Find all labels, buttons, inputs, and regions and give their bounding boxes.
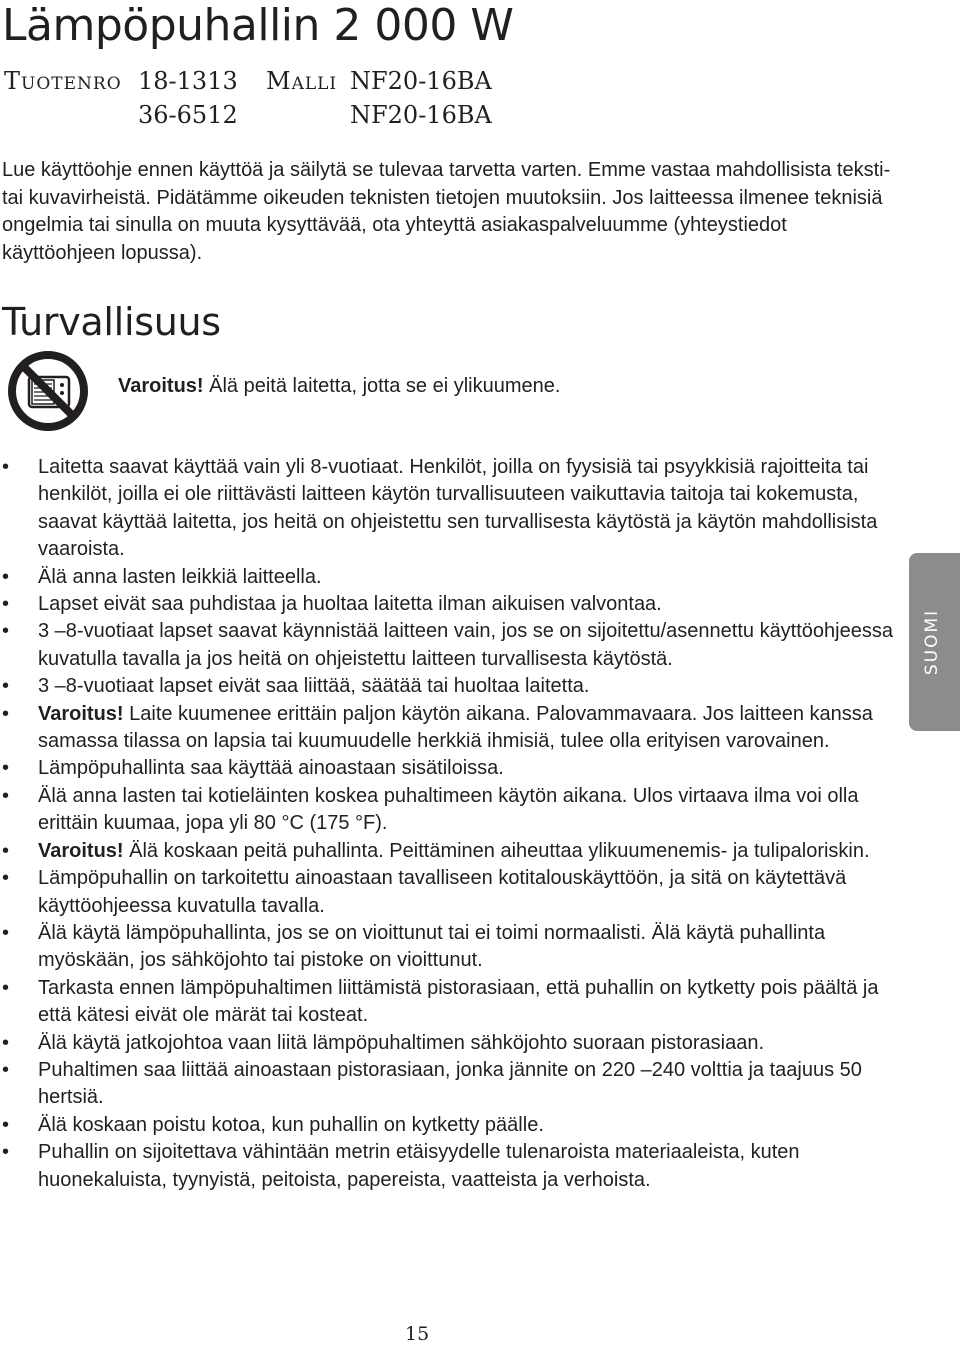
list-item bbox=[0, 591, 900, 618]
list-item bbox=[0, 755, 900, 782]
item-text: Laite kuumenee erittäin paljon käytön aikana. Palovammavaara. Jos laitteen kanssa samassa tilassa on lapsia tai kuumuudelle herkkiä ihmisiä, tulee olla erityisen varovainen. bbox=[38, 702, 873, 753]
model-number: NF20-16BA bbox=[350, 101, 492, 129]
model-label: Malli bbox=[266, 67, 338, 95]
item-text: Älä anna lasten tai kotieläinten koskea puhaltimeen käytön aikana. Ulos virtaava ilma voi olla erittäin kuumaa, jopa yli 80 °C (175 °F). bbox=[38, 784, 859, 835]
product-codes bbox=[4, 64, 492, 132]
item-text: 3 –8-vuotiaat lapset saavat käynnistää laitteen vain, jos se on sijoitettu/asennettu käyttöohjeessa kuvatulla tavalla ja jos heitä on ohjeistettu laitteen turvallisesta käytöstä. bbox=[38, 620, 893, 670]
list-item bbox=[0, 1057, 900, 1112]
do-not-cover-icon bbox=[7, 350, 89, 432]
item-text: Lämpöpuhallinta saa käyttää ainoastaan sisätiloissa. bbox=[38, 757, 504, 780]
item-text: Älä käytä lämpöpuhallinta, jos se on vioittunut tai ei toimi normaalisti. Älä käytä puhallinta myöskään, jos sähköjohto tai pistoke on vioittunut. bbox=[38, 921, 826, 972]
item-text: Älä anna lasten leikkiä laitteella. bbox=[38, 565, 322, 588]
model-label-spacer bbox=[266, 98, 350, 132]
item-text: Tarkasta ennen lämpöpuhaltimen liittämistä pistorasiaan, että puhallin on kytketty pois päältä ja että kätesi eivät ole märät tai kosteat. bbox=[38, 976, 879, 1027]
list-item bbox=[0, 865, 900, 920]
item-text: Älä käytä jatkojohtoa vaan liitä lämpöpuhaltimen sähköjohto suoraan pistorasiaan. bbox=[38, 1031, 765, 1054]
list-item bbox=[0, 920, 900, 975]
item-text: Puhaltimen saa liittää ainoastaan pistorasiaan, jonka jännite on 220 –240 volttia ja taajuus 50 hertsiä. bbox=[38, 1058, 862, 1109]
product-code-row bbox=[4, 98, 492, 132]
list-item bbox=[0, 701, 900, 756]
product-number: 18-1313 bbox=[138, 67, 238, 95]
item-text: Lapset eivät saa puhdistaa ja huoltaa laitetta ilman aikuisen valvontaa. bbox=[38, 593, 662, 616]
safety-instructions-list bbox=[0, 454, 900, 1194]
item-text: Puhallin on sijoitettava vähintään metrin etäisyydelle tulenaroista materiaaleista, kuten huonekaluista, tyynyistä, peitoista, papereista, vaatteista ja verhoista. bbox=[38, 1141, 800, 1191]
list-item bbox=[0, 975, 900, 1030]
list-item bbox=[0, 1030, 900, 1057]
item-text: Älä koskaan poistu kotoa, kun puhallin on kytketty päälle. bbox=[38, 1113, 544, 1136]
item-text: 3 –8-vuotiaat lapset eivät saa liittää, säätää tai huoltaa laitetta. bbox=[38, 675, 590, 698]
list-item bbox=[0, 564, 900, 591]
section-heading-safety: Turvallisuus bbox=[2, 300, 221, 344]
item-bold-label: Varoitus! bbox=[38, 702, 124, 725]
item-text: Lämpöpuhallin on tarkoitettu ainoastaan tavalliseen kotitalouskäyttöön, ja sitä on käytettävä käyttöohjeessa kuvatulla tavalla. bbox=[38, 867, 847, 917]
warning-text: Älä peitä laitetta, jotta se ei ylikuumene. bbox=[203, 375, 561, 397]
list-item bbox=[0, 1112, 900, 1139]
list-item bbox=[0, 838, 900, 865]
list-item bbox=[0, 673, 900, 700]
language-tab-label: SUOMI bbox=[922, 608, 942, 676]
product-code-row bbox=[4, 64, 492, 98]
model-number: NF20-16BA bbox=[350, 67, 492, 95]
list-item bbox=[0, 454, 900, 564]
cover-warning bbox=[118, 372, 560, 400]
product-number: 36-6512 bbox=[138, 101, 238, 129]
item-text: Älä koskaan peitä puhallinta. Peittäminen aiheuttaa ylikuumenemis- ja tulipaloriskin. bbox=[123, 839, 870, 862]
page-title: Lämpöpuhallin 2 000 W bbox=[2, 0, 514, 51]
list-item bbox=[0, 618, 900, 673]
item-text: Laitetta saavat käyttää vain yli 8-vuotiaat. Henkilöt, joilla on fyysisiä tai psyykkisiä rajoitteita tai henkilöt, joilla ei ole riittävästi laitteen käytön turvallisuuteen vaikuttavia taitoja tai kokemusta, saavat käyttää laitetta, jos heitä on ohjeistettu sen turvallisesta käytöstä ja käytön mahdollisista vaaroista. bbox=[38, 456, 878, 561]
page-number: 15 bbox=[405, 1323, 430, 1345]
warning-label: Varoitus! bbox=[118, 375, 204, 397]
product-number-label: Tuotenro bbox=[4, 67, 122, 95]
item-bold-label: Varoitus! bbox=[38, 839, 124, 862]
list-item bbox=[0, 783, 900, 838]
product-number-label-spacer bbox=[4, 98, 138, 132]
intro-paragraph: Lue käyttöohje ennen käyttöä ja säilytä se tulevaa tarvetta varten. Emme vastaa mahdollisista teksti- tai kuvavirheistä. Pidätämme oikeuden teknisten tietojen muutoksiin. Jos laitteessa ilmenee teknisiä ongelmia tai sinulla on muuta kysyttävää, ota yhteyttä asiakaspalveluumme (yhteystiedot käyttöohjeen lopussa). bbox=[2, 159, 891, 264]
list-item bbox=[0, 1139, 900, 1194]
